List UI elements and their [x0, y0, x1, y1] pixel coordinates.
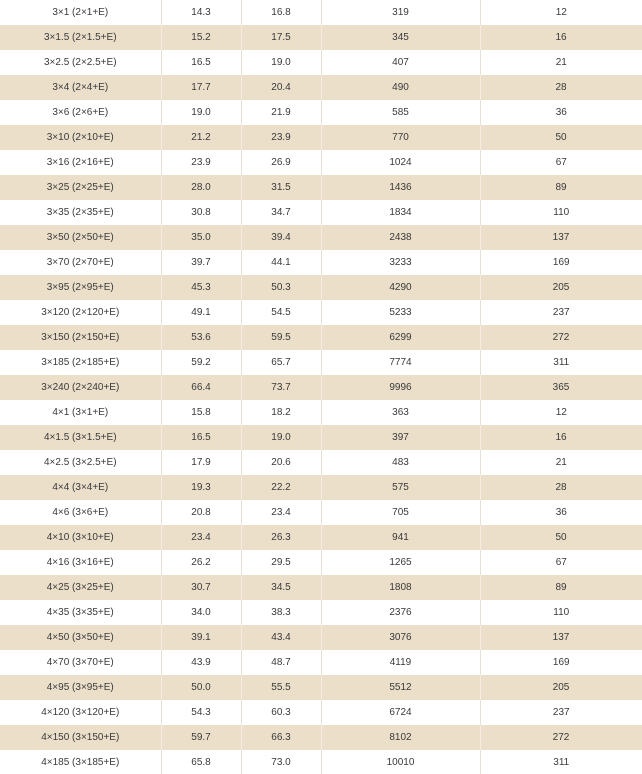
value-cell-1: 65.8: [161, 750, 241, 774]
value-cell-2: 55.5: [241, 675, 321, 700]
value-cell-3: 4119: [321, 650, 480, 675]
value-cell-1: 34.0: [161, 600, 241, 625]
value-cell-4: 21: [555, 57, 567, 68]
value-cell-3: 7774: [321, 350, 480, 375]
value-cell-4: 272: [480, 725, 642, 750]
value-cell-4: 311: [553, 757, 570, 768]
table-row: [0, 450, 642, 475]
value-cell-1: 66.4: [161, 375, 241, 400]
table-row: [0, 0, 642, 25]
value-cell-1: 28.0: [161, 175, 241, 200]
cable-size-cell: 3×25 (2×25+E): [0, 175, 161, 200]
value-cell-4: 169: [552, 657, 570, 668]
value-cell-1: 17.7: [161, 75, 241, 100]
cable-size-cell: 4×35 (3×35+E): [0, 600, 161, 625]
table-row: [0, 475, 642, 500]
value-cell-4: 12: [555, 407, 567, 418]
value-cell-1: 49.1: [161, 300, 241, 325]
value-cell-2: 44.1: [241, 250, 321, 275]
value-cell-3: 705: [321, 500, 480, 525]
value-cell-1: 50.0: [161, 675, 241, 700]
cable-size-cell: 4×95 (3×95+E): [0, 675, 161, 700]
table-row: [0, 725, 642, 750]
value-cell-1: 16.5: [161, 50, 241, 75]
value-cell-4: 28: [480, 475, 642, 500]
cable-size-cell: 3×35 (2×35+E): [0, 200, 161, 225]
value-cell-2: 20.4: [241, 75, 321, 100]
value-cell-2: 60.3: [241, 700, 321, 725]
value-cell-4: 137: [480, 225, 642, 250]
value-cell-1: 54.3: [161, 700, 241, 725]
value-cell-2: 21.9: [241, 100, 321, 125]
value-cell-4: 16: [480, 25, 642, 50]
cable-size-cell: 4×1 (3×1+E): [0, 400, 161, 425]
table-row: [0, 525, 642, 550]
value-cell-1: 39.7: [161, 250, 241, 275]
value-cell-2: 65.7: [241, 350, 321, 375]
cable-size-cell: 3×240 (2×240+E): [0, 375, 161, 400]
value-cell-4: 28: [480, 75, 642, 100]
value-cell-4: 205: [480, 275, 642, 300]
table-row: [0, 425, 642, 450]
table-row: [0, 50, 642, 75]
table-row: [0, 575, 642, 600]
table-row: [0, 250, 642, 275]
value-cell-2: 19.0: [241, 50, 321, 75]
cable-size-cell: 4×2.5 (3×2.5+E): [0, 450, 161, 475]
value-cell-2: 20.6: [241, 450, 321, 475]
value-cell-3: 10010: [321, 750, 480, 774]
value-cell-4: 237: [552, 307, 570, 318]
value-cell-2: 29.5: [241, 550, 321, 575]
cable-size-cell: 4×10 (3×10+E): [0, 525, 161, 550]
value-cell-1: 30.7: [161, 575, 241, 600]
value-cell-3: 363: [321, 400, 480, 425]
value-cell-3: 585: [321, 100, 480, 125]
table-row: [0, 550, 642, 575]
value-cell-2: 26.9: [241, 150, 321, 175]
value-cell-2: 54.5: [241, 300, 321, 325]
cable-size-cell: 4×120 (3×120+E): [0, 700, 161, 725]
value-cell-3: 345: [321, 25, 480, 50]
value-cell-4: 21: [555, 457, 567, 468]
cable-size-cell: 4×6 (3×6+E): [0, 500, 161, 525]
table-row: [0, 625, 642, 650]
value-cell-4: 110: [553, 207, 570, 218]
value-cell-1: 43.9: [161, 650, 241, 675]
cable-size-cell: 3×16 (2×16+E): [0, 150, 161, 175]
value-cell-2: 23.4: [241, 500, 321, 525]
value-cell-4: 89: [480, 175, 642, 200]
value-cell-2: 59.5: [241, 325, 321, 350]
value-cell-1: 16.5: [161, 425, 241, 450]
cable-size-cell: 3×6 (2×6+E): [0, 100, 161, 125]
value-cell-2: 26.3: [241, 525, 321, 550]
value-cell-3: 490: [321, 75, 480, 100]
table-row: [0, 300, 642, 325]
table-row: [0, 750, 642, 774]
value-cell-4: 50: [480, 125, 642, 150]
value-cell-4: 110: [553, 607, 570, 618]
value-cell-3: 4290: [321, 275, 480, 300]
cable-size-cell: 4×150 (3×150+E): [0, 725, 161, 750]
value-cell-1: 59.2: [161, 350, 241, 375]
table-row: [0, 225, 642, 250]
table-row: [0, 350, 642, 375]
value-cell-2: 23.9: [241, 125, 321, 150]
value-cell-2: 66.3: [241, 725, 321, 750]
value-cell-4: 89: [480, 575, 642, 600]
value-cell-3: 6299: [321, 325, 480, 350]
table-row: [0, 700, 642, 725]
cable-size-cell: 4×185 (3×185+E): [0, 750, 161, 774]
value-cell-3: 770: [321, 125, 480, 150]
table-row: [0, 125, 642, 150]
table-row: [0, 100, 642, 125]
table-row: [0, 675, 642, 700]
cable-size-cell: 4×16 (3×16+E): [0, 550, 161, 575]
value-cell-2: 31.5: [241, 175, 321, 200]
value-cell-4: 50: [480, 525, 642, 550]
cable-size-cell: 4×1.5 (3×1.5+E): [0, 425, 161, 450]
value-cell-1: 19.0: [161, 100, 241, 125]
value-cell-4: 205: [480, 675, 642, 700]
value-cell-3: 1024: [321, 150, 480, 175]
value-cell-4: 169: [552, 257, 570, 268]
cable-size-cell: 4×70 (3×70+E): [0, 650, 161, 675]
value-cell-2: 34.7: [241, 200, 321, 225]
value-cell-2: 73.0: [241, 750, 321, 774]
value-cell-1: 30.8: [161, 200, 241, 225]
value-cell-1: 53.6: [161, 325, 241, 350]
table-row: [0, 75, 642, 100]
table-row: [0, 375, 642, 400]
value-cell-4: 12: [555, 7, 567, 18]
value-cell-2: 39.4: [241, 225, 321, 250]
cable-size-cell: 3×1 (2×1+E): [0, 0, 161, 25]
value-cell-1: 45.3: [161, 275, 241, 300]
value-cell-4: 36: [555, 507, 567, 518]
table-row: [0, 650, 642, 675]
value-cell-2: 48.7: [241, 650, 321, 675]
value-cell-3: 1436: [321, 175, 480, 200]
value-cell-2: 18.2: [241, 400, 321, 425]
table-row: [0, 25, 642, 50]
value-cell-4: 67: [555, 557, 567, 568]
value-cell-3: 3076: [321, 625, 480, 650]
value-cell-3: 8102: [321, 725, 480, 750]
value-cell-4: 67: [555, 157, 567, 168]
value-cell-1: 14.3: [161, 0, 241, 25]
table-row: [0, 600, 642, 625]
value-cell-3: 1834: [321, 200, 480, 225]
value-cell-4: 36: [555, 107, 567, 118]
value-cell-1: 15.2: [161, 25, 241, 50]
value-cell-3: 941: [321, 525, 480, 550]
cable-size-cell: 4×4 (3×4+E): [0, 475, 161, 500]
value-cell-1: 15.8: [161, 400, 241, 425]
value-cell-1: 35.0: [161, 225, 241, 250]
value-cell-3: 397: [321, 425, 480, 450]
value-cell-1: 21.2: [161, 125, 241, 150]
value-cell-3: 6724: [321, 700, 480, 725]
value-cell-3: 9996: [321, 375, 480, 400]
value-cell-1: 26.2: [161, 550, 241, 575]
value-cell-4: 16: [480, 425, 642, 450]
value-cell-2: 17.5: [241, 25, 321, 50]
value-cell-2: 22.2: [241, 475, 321, 500]
table-row: [0, 175, 642, 200]
value-cell-2: 16.8: [241, 0, 321, 25]
value-cell-1: 23.4: [161, 525, 241, 550]
value-cell-1: 23.9: [161, 150, 241, 175]
value-cell-1: 39.1: [161, 625, 241, 650]
value-cell-1: 20.8: [161, 500, 241, 525]
value-cell-2: 43.4: [241, 625, 321, 650]
value-cell-2: 73.7: [241, 375, 321, 400]
value-cell-3: 2438: [321, 225, 480, 250]
value-cell-3: 3233: [321, 250, 480, 275]
value-cell-4: 137: [480, 625, 642, 650]
cable-size-cell: 3×10 (2×10+E): [0, 125, 161, 150]
value-cell-3: 575: [321, 475, 480, 500]
cable-size-cell: 3×1.5 (2×1.5+E): [0, 25, 161, 50]
cable-size-cell: 4×50 (3×50+E): [0, 625, 161, 650]
cable-size-cell: 3×2.5 (2×2.5+E): [0, 50, 161, 75]
value-cell-4: 311: [553, 357, 570, 368]
cable-size-cell: 3×50 (2×50+E): [0, 225, 161, 250]
value-cell-3: 483: [321, 450, 480, 475]
value-cell-3: 5233: [321, 300, 480, 325]
cable-size-cell: 3×4 (2×4+E): [0, 75, 161, 100]
cable-size-cell: 3×185 (2×185+E): [0, 350, 161, 375]
value-cell-2: 50.3: [241, 275, 321, 300]
table-row: [0, 150, 642, 175]
table-row: [0, 200, 642, 225]
cable-size-cell: 3×120 (2×120+E): [0, 300, 161, 325]
value-cell-2: 38.3: [241, 600, 321, 625]
value-cell-3: 2376: [321, 600, 480, 625]
value-cell-4: 272: [480, 325, 642, 350]
value-cell-4: 237: [552, 707, 570, 718]
value-cell-3: 1265: [321, 550, 480, 575]
value-cell-3: 319: [321, 0, 480, 25]
table-row: [0, 500, 642, 525]
table-row: [0, 275, 642, 300]
value-cell-1: 19.3: [161, 475, 241, 500]
table-row: [0, 400, 642, 425]
value-cell-3: 407: [321, 50, 480, 75]
value-cell-1: 59.7: [161, 725, 241, 750]
value-cell-2: 19.0: [241, 425, 321, 450]
cable-size-cell: 3×70 (2×70+E): [0, 250, 161, 275]
value-cell-3: 5512: [321, 675, 480, 700]
cable-size-cell: 3×95 (2×95+E): [0, 275, 161, 300]
table-row: [0, 325, 642, 350]
cable-size-cell: 3×150 (2×150+E): [0, 325, 161, 350]
value-cell-3: 1808: [321, 575, 480, 600]
value-cell-2: 34.5: [241, 575, 321, 600]
value-cell-4: 365: [480, 375, 642, 400]
value-cell-1: 17.9: [161, 450, 241, 475]
cable-size-cell: 4×25 (3×25+E): [0, 575, 161, 600]
